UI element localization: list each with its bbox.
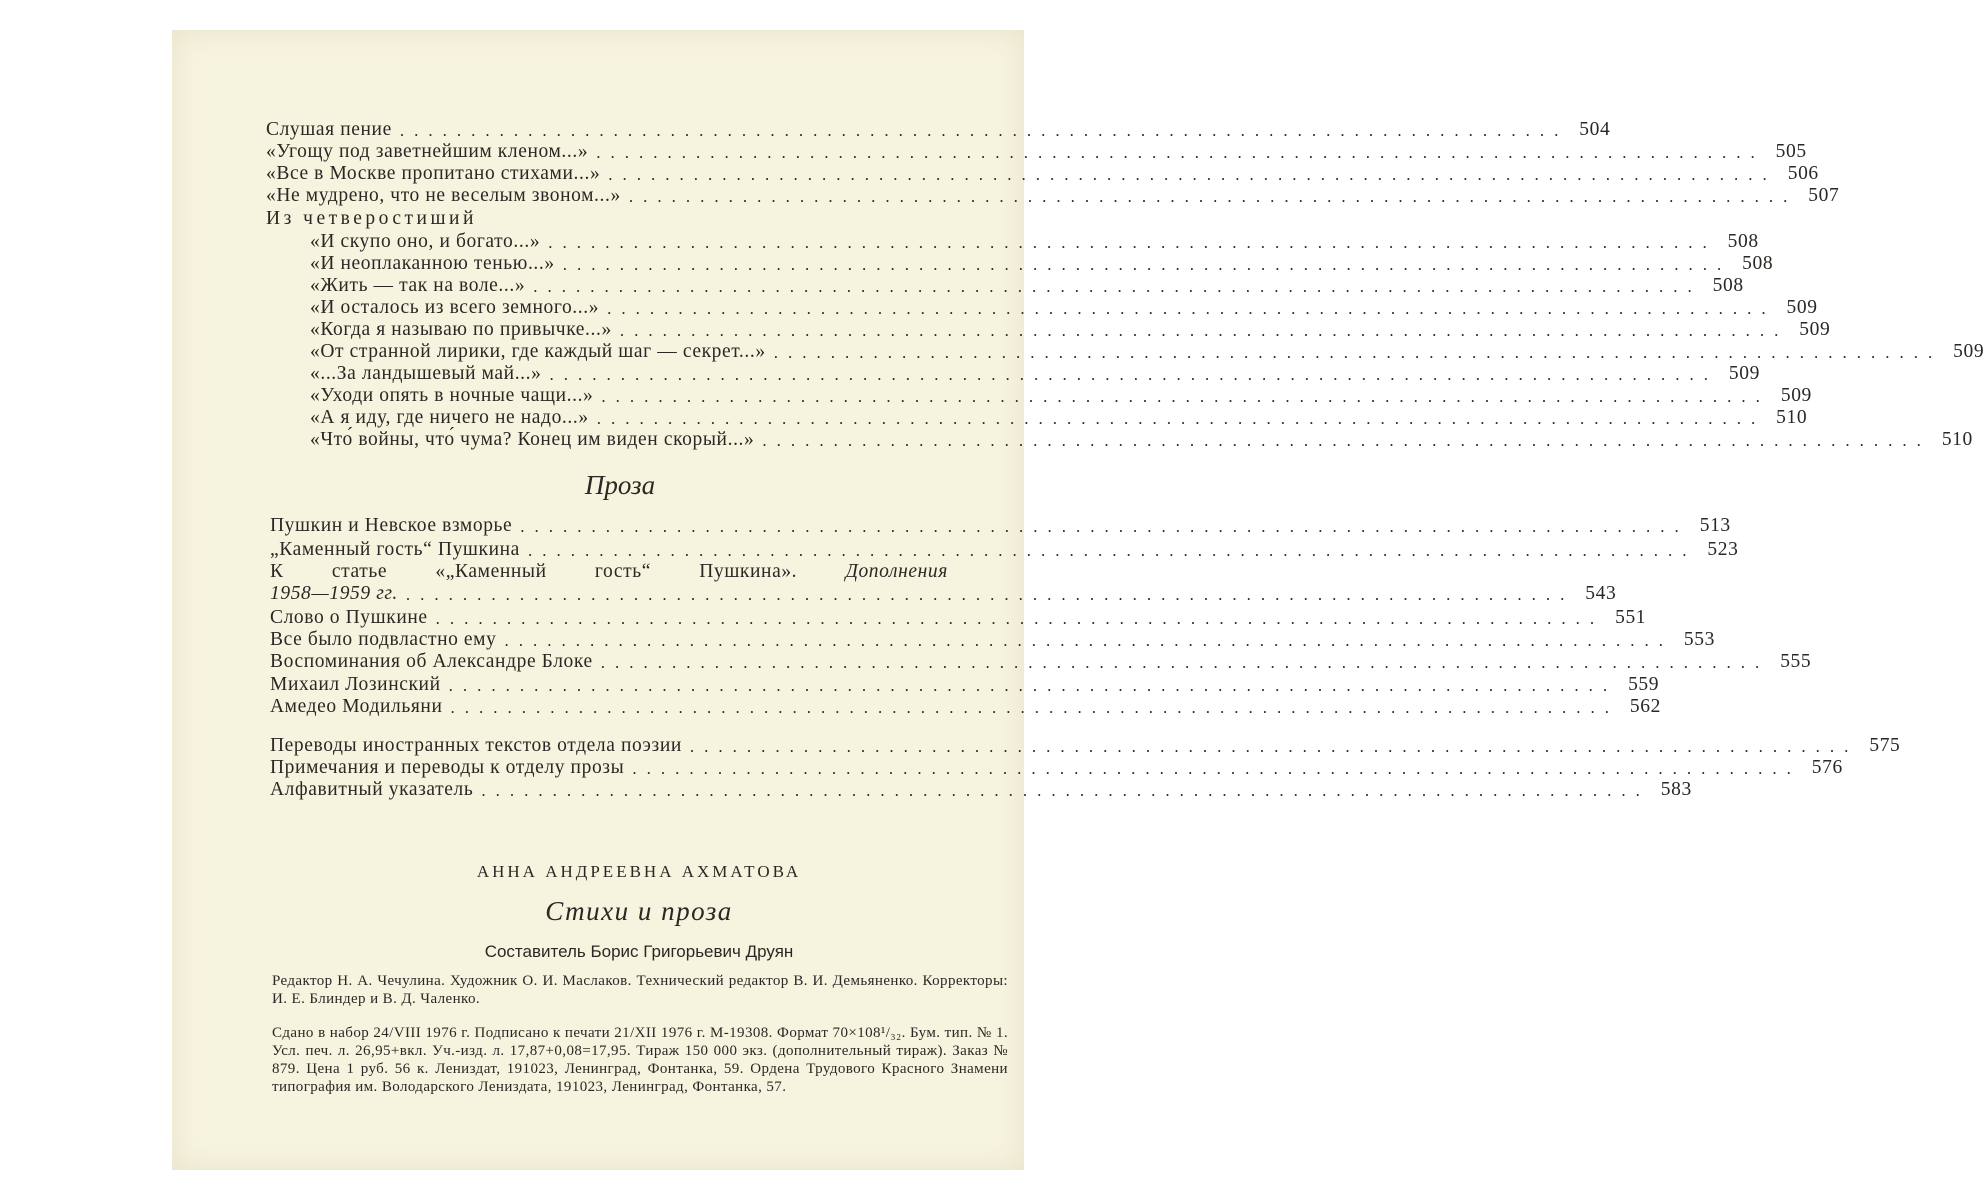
- leader-dots: ..................................................................................: [448, 676, 1618, 695]
- toc-entry: [266, 118, 1611, 142]
- toc-title: Слово о Пушкине: [270, 607, 428, 628]
- leader-dots: ..................................................................................: [596, 409, 1766, 428]
- toc-page: 509: [1799, 319, 1831, 340]
- toc-entry: [310, 362, 1760, 386]
- toc-entry: [310, 318, 1831, 342]
- leader-dots: ..................................................................................: [632, 759, 1801, 778]
- print-details-text: Сдано в набор 24/VIII 1976 г. Подписано к печати 21/XII 1976 г. М-19308. Формат 70×108¹/₃₂. Бум. тип. № 1. Усл. печ. л. 26,95+вкл. Уч.-изд. л. 17,87+0,08=17,95. Тираж 150 000 экз. (дополнительный тираж). Заказ № 879. Цена 1 руб. 56 к. Лениздат, 191023, Ленинград, Фонтанка, 59. Ордена Трудового Красного Знамени типография им. Володарского Лениздата, 191023, Ленинград, Фонтанка, 57.: [272, 1025, 1008, 1095]
- toc-page: 562: [1629, 696, 1661, 717]
- word: Пушкина».: [699, 561, 798, 582]
- toc-entry: [310, 296, 1818, 320]
- toc-page: 509: [1728, 363, 1760, 384]
- toc-entry: [310, 230, 1759, 254]
- toc-entry: [270, 538, 1739, 562]
- toc-page: 508: [1742, 253, 1774, 274]
- toc-entry: [266, 140, 1807, 164]
- word: «„Каменный: [435, 561, 547, 582]
- toc-page: 509: [1786, 297, 1818, 318]
- toc-title: «И осталось из всего земного...»: [310, 297, 600, 318]
- toc-page: 553: [1683, 629, 1715, 650]
- toc-page: 508: [1712, 275, 1744, 296]
- leader-dots: ..................................................................................: [504, 631, 1673, 650]
- toc-title: «Уходи опять в ночные чащи...»: [310, 385, 594, 406]
- toc-page: 576: [1811, 757, 1843, 778]
- editors-text: Редактор Н. А. Чечулина. Художник О. И. Маслаков. Технический редактор В. И. Демьяненко. Корректоры: И. Е. Блиндер и В. Д. Чаленко.: [272, 973, 1008, 1007]
- section-heading-prose: Проза: [584, 470, 656, 500]
- leader-dots: ..................................................................................: [405, 585, 1575, 604]
- toc-title: Михаил Лозинский: [270, 674, 441, 695]
- toc-title: «Не мудрено, что не веселым звоном...»: [266, 185, 621, 206]
- toc-entry: [270, 673, 1660, 697]
- toc-page: 555: [1780, 651, 1812, 672]
- leader-dots: ..................................................................................: [596, 143, 1765, 162]
- leader-dots: ..................................................................................: [450, 698, 1619, 717]
- toc-page: 575: [1869, 735, 1901, 756]
- toc-title: Воспоминания об Александре Блоке: [270, 651, 593, 672]
- toc-entry: [270, 606, 1647, 630]
- leader-dots: ..................................................................................: [520, 517, 1689, 536]
- toc-entry: [270, 628, 1715, 652]
- toc-entry: [266, 162, 1819, 186]
- toc-title: «Что́ войны, что́ чума? Конец им виден скорый...»: [310, 429, 755, 450]
- toc-page: 513: [1699, 515, 1731, 536]
- leader-dots: ..................................................................................: [773, 343, 1943, 362]
- toc-entry: [270, 778, 1692, 802]
- editors-credit: [272, 972, 1008, 1008]
- leader-dots: ..................................................................................: [548, 233, 1717, 252]
- toc-title: «А я иду, где ничего не надо...»: [310, 407, 589, 428]
- toc-page: 509: [1953, 341, 1984, 362]
- toc-title: «И неоплаканною тенью...»: [310, 253, 555, 274]
- toc-title: Амедео Модильяни: [270, 696, 443, 717]
- toc-entry: [270, 734, 1901, 758]
- toc-entry: [310, 428, 1973, 452]
- leader-dots: ..................................................................................: [689, 737, 1859, 756]
- toc-title: Все было подвластно ему: [270, 629, 497, 650]
- leader-dots: ..................................................................................: [549, 365, 1718, 384]
- toc-entry: [270, 695, 1661, 719]
- toc-entry: [266, 184, 1840, 208]
- toc-page: 509: [1780, 385, 1812, 406]
- toc-page: 510: [1776, 407, 1808, 428]
- leader-dots: ..................................................................................: [608, 165, 1777, 184]
- leader-dots: ..................................................................................: [481, 781, 1650, 800]
- toc-page: 506: [1787, 163, 1819, 184]
- toc-title: Переводы иностранных текстов отдела поэзии: [270, 735, 682, 756]
- compiler-line: Составитель Борис Григорьевич Друян: [484, 942, 794, 961]
- toc-title: «От странной лирики, где каждый шаг — секрет...»: [310, 341, 766, 362]
- toc-entry: [270, 650, 1812, 674]
- leader-dots: ..................................................................................: [533, 277, 1702, 296]
- toc-entry: [310, 252, 1774, 276]
- leader-dots: ..................................................................................: [607, 299, 1776, 318]
- leader-dots: ..................................................................................: [762, 431, 1931, 450]
- toc-title: «Когда я называю по привычке...»: [310, 319, 612, 340]
- toc-title: «И скупо оно, и богато...»: [310, 231, 541, 252]
- toc-page: 551: [1615, 607, 1647, 628]
- toc-page: 543: [1585, 583, 1617, 604]
- section-heading-quatrains: [266, 207, 1000, 231]
- toc-page: 583: [1660, 779, 1692, 800]
- toc-title: Примечания и переводы к отделу прозы: [270, 757, 625, 778]
- toc-page: 504: [1579, 119, 1611, 140]
- leader-dots: ..................................................................................: [628, 187, 1798, 206]
- toc-entry: [310, 340, 1984, 364]
- word: К: [270, 561, 284, 582]
- toc-title: Алфавитный указатель: [270, 779, 474, 800]
- toc-title: Пушкин и Невское взморье: [270, 515, 513, 536]
- leader-dots: ..................................................................................: [619, 321, 1789, 340]
- toc-title: «Угощу под заветнейшим кленом...»: [266, 141, 589, 162]
- toc-title: «...За ландышевый май...»: [310, 363, 542, 384]
- toc-page: 505: [1775, 141, 1807, 162]
- toc-entry: [270, 514, 1731, 538]
- toc-entry: [310, 406, 1808, 430]
- toc-title: «Все в Москве пропитано стихами...»: [266, 163, 601, 184]
- section-heading: Из четверостиший: [266, 208, 477, 229]
- print-details: [272, 1024, 1008, 1096]
- toc-entry: [310, 384, 1812, 408]
- leader-dots: ..................................................................................: [601, 387, 1770, 406]
- toc-entry: [270, 582, 1617, 606]
- toc-title: «Жить — так на воле...»: [310, 275, 526, 296]
- author-name: АННА АНДРЕЕВНА АХМАТОВА: [476, 862, 802, 881]
- toc-page: 508: [1727, 231, 1759, 252]
- word-italic: Дополнения: [845, 561, 948, 582]
- toc-page: 523: [1707, 539, 1739, 560]
- leader-dots: ..................................................................................: [600, 653, 1770, 672]
- toc-entry: [270, 756, 1843, 780]
- leader-dots: ..................................................................................: [562, 255, 1732, 274]
- word: статье: [331, 561, 388, 582]
- toc-title: „Каменный гость“ Пушкина: [270, 539, 520, 560]
- toc-entry: [310, 274, 1744, 298]
- book-title: Стихи и проза: [545, 896, 733, 926]
- toc-page: 559: [1628, 674, 1660, 695]
- leader-dots: ..................................................................................: [399, 121, 1569, 140]
- leader-dots: ..................................................................................: [435, 609, 1605, 628]
- word: гость“: [594, 561, 651, 582]
- toc-title: Слушая пение: [266, 119, 392, 140]
- toc-title: 1958—1959 гг.: [270, 583, 398, 604]
- toc-page: 507: [1808, 185, 1840, 206]
- leader-dots: ..................................................................................: [527, 541, 1697, 560]
- toc-page: 510: [1941, 429, 1973, 450]
